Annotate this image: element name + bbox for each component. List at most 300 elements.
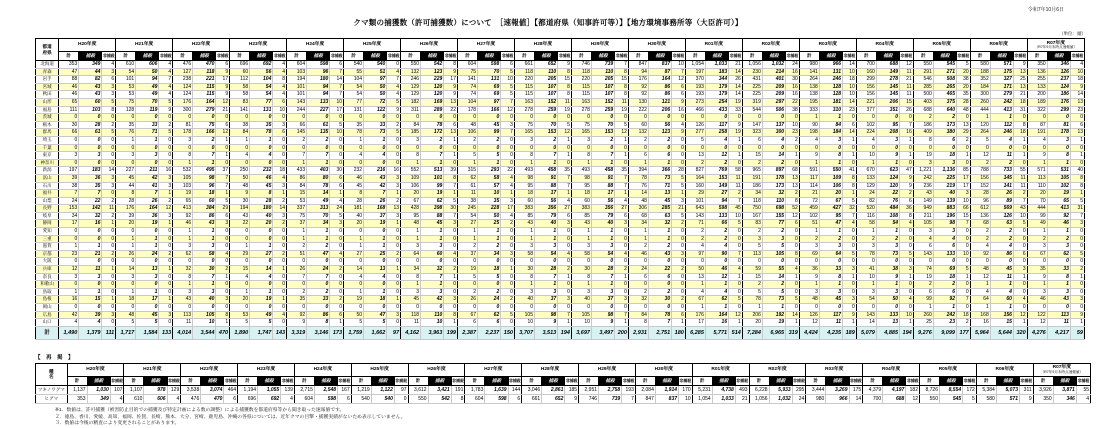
cell-killed: 166: [193, 129, 216, 137]
cell-total: 8,726: [920, 385, 940, 394]
cell-total: 232: [344, 167, 364, 175]
cell-killed: 1: [478, 235, 501, 243]
cell-killed: 19: [250, 296, 273, 304]
cell-total: 1: [685, 304, 705, 312]
cell-killed: 164: [648, 76, 671, 84]
cell-killed: 5: [478, 152, 501, 160]
cell-total: 105: [913, 220, 933, 228]
cell-nonkilled: 6: [508, 394, 522, 403]
cell-nonkilled: 1: [729, 319, 743, 327]
subheader-total: 計: [863, 376, 883, 385]
cell-killed: 0: [990, 258, 1013, 266]
cell-total: 46: [173, 220, 193, 228]
cell-nonkilled: 2: [672, 266, 686, 274]
cell-total: 0: [230, 304, 250, 312]
cell-nonkilled: 0: [615, 228, 629, 236]
cell-killed: 310: [819, 106, 842, 114]
table-row: [36, 243, 1085, 251]
row-label: 山口: [36, 319, 59, 327]
cell-total: 1: [856, 281, 876, 289]
cell-nonkilled: 4: [159, 68, 173, 76]
cell-killed: 0: [79, 281, 102, 289]
cell-killed: 0: [535, 144, 558, 152]
cell-killed: 4: [990, 136, 1013, 144]
table-row: [36, 220, 1085, 228]
cell-nonkilled: 23: [843, 106, 857, 114]
cell-total: 101: [685, 197, 705, 205]
cell-killed: 0: [193, 304, 216, 312]
cell-killed: 1: [591, 235, 614, 243]
cell-nonkilled: 1: [330, 190, 344, 198]
cell-nonkilled: 0: [387, 228, 401, 236]
cell-killed: 4,885: [876, 326, 899, 339]
cell-nonkilled: 12: [906, 394, 920, 403]
cell-nonkilled: 0: [444, 144, 458, 152]
subheader-total: 計: [116, 52, 136, 61]
cell-killed: 60: [79, 98, 102, 106]
cell-killed: 149: [705, 182, 728, 190]
cell-total: 186: [913, 121, 933, 129]
cell-killed: 19: [1047, 190, 1070, 198]
cell-total: 211: [913, 212, 933, 220]
cell-killed: 73: [364, 129, 387, 137]
cell-killed: 380: [933, 129, 956, 137]
table-row: [36, 167, 1085, 175]
cell-killed: 237: [1047, 76, 1070, 84]
cell-total: 1: [457, 228, 477, 236]
cell-nonkilled: 0: [444, 243, 458, 251]
cell-total: 104: [344, 76, 364, 84]
cell-total: 0: [571, 304, 591, 312]
cell-total: 260: [913, 311, 933, 319]
year-header: R02年度: [749, 363, 806, 376]
cell-killed: 0: [705, 258, 728, 266]
cell-nonkilled: 4: [1076, 394, 1090, 403]
cell-total: 3: [1027, 288, 1047, 296]
cell-total: 409: [913, 129, 933, 137]
cell-killed: 0: [364, 228, 387, 236]
cell-nonkilled: 0: [558, 228, 572, 236]
cell-total: 1,056: [749, 394, 769, 403]
cell-killed: 20: [819, 190, 842, 198]
cell-killed: 49: [136, 83, 159, 91]
cell-total: 16: [59, 296, 79, 304]
cell-total: 4: [230, 273, 250, 281]
cell-nonkilled: 9: [1019, 394, 1033, 403]
cell-total: 1,717: [116, 326, 136, 339]
year-header: H26年度: [401, 39, 458, 52]
row-label: 広島: [36, 311, 59, 319]
cell-total: 1,759: [344, 326, 364, 339]
cell-killed: 196: [933, 212, 956, 220]
cell-killed: 33: [307, 296, 330, 304]
cell-total: 319: [742, 98, 762, 106]
cell-killed: 0: [933, 144, 956, 152]
cell-nonkilled: 0: [900, 288, 914, 296]
cell-total: 86: [287, 174, 307, 182]
cell-total: 2: [628, 136, 648, 144]
cell-killed: 1: [591, 281, 614, 289]
cell-killed: 349: [79, 61, 102, 69]
cell-killed: 598: [307, 61, 330, 69]
cell-total: 41: [856, 266, 876, 274]
cell-nonkilled: 0: [1013, 258, 1027, 266]
cell-total: 1: [173, 235, 193, 243]
cell-total: 3: [1027, 243, 1047, 251]
cell-killed: 206: [876, 98, 899, 106]
cell-nonkilled: 41: [843, 167, 857, 175]
subheader-nonkilled: 非捕殺: [451, 376, 465, 385]
cell-total: 165: [571, 129, 591, 137]
cell-total: 16: [970, 319, 990, 327]
cell-killed: 1: [876, 159, 899, 167]
cell-nonkilled: 6: [273, 98, 287, 106]
cell-nonkilled: 3: [501, 197, 515, 205]
cell-total: 1,783: [465, 385, 485, 394]
cell-nonkilled: 0: [672, 152, 686, 160]
cell-nonkilled: 7: [615, 174, 629, 182]
cell-total: 51: [799, 220, 819, 228]
cell-killed: 0: [421, 304, 444, 312]
cell-total: 5: [970, 136, 990, 144]
cell-nonkilled: 7: [387, 76, 401, 84]
cell-killed: 470: [193, 61, 216, 69]
cell-nonkilled: 2: [159, 250, 173, 258]
cell-nonkilled: 3: [330, 220, 344, 228]
cell-total: 141: [230, 106, 250, 114]
cell-killed: 606: [136, 61, 159, 69]
cell-nonkilled: 0: [501, 159, 515, 167]
cell-nonkilled: 3: [159, 311, 173, 319]
cell-killed: 137: [762, 121, 785, 129]
cell-killed: 4: [364, 273, 387, 281]
cell-nonkilled: 1: [615, 136, 629, 144]
cell-total: 3: [514, 136, 534, 144]
cell-total: 4: [685, 243, 705, 251]
cell-total: 160: [856, 68, 876, 76]
cell-nonkilled: 8: [786, 197, 800, 205]
cell-total: 129: [401, 83, 421, 91]
cell-nonkilled: 29: [956, 129, 970, 137]
cell-total: 26: [287, 266, 307, 274]
cell-nonkilled: 8: [558, 83, 572, 91]
cell-killed: 3: [193, 243, 216, 251]
subheader-total: 計: [522, 376, 542, 385]
cell-killed: 47: [364, 311, 387, 319]
cell-killed: 3: [421, 288, 444, 296]
year-header: H26年度: [408, 363, 465, 376]
cell-killed: 42: [364, 182, 387, 190]
cell-nonkilled: 15: [956, 212, 970, 220]
cell-total: 164: [685, 174, 705, 182]
cell-nonkilled: 5: [330, 212, 344, 220]
cell-nonkilled: 0: [102, 228, 116, 236]
cell-nonkilled: 19: [729, 98, 743, 106]
cell-nonkilled: 31: [1013, 106, 1027, 114]
cell-killed: 1: [990, 114, 1013, 122]
cell-total: 746: [579, 394, 599, 403]
cell-nonkilled: 31: [1070, 205, 1084, 213]
cell-total: 610: [124, 394, 144, 403]
cell-total: 48: [799, 296, 819, 304]
cell-killed: 259: [535, 106, 558, 114]
cell-killed: 149: [876, 68, 899, 76]
cell-killed: 433: [705, 106, 728, 114]
cell-killed: 54: [250, 83, 273, 91]
cell-killed: 105: [1047, 174, 1070, 182]
row-label: 宮城: [36, 83, 59, 91]
cell-total: 113: [1027, 174, 1047, 182]
cell-nonkilled: 13: [387, 205, 401, 213]
cell-killed: 45: [478, 121, 501, 129]
cell-killed: 1: [648, 228, 671, 236]
cell-killed: 0: [648, 304, 671, 312]
table-row: [36, 296, 1085, 304]
cell-killed: 78: [250, 129, 273, 137]
cell-nonkilled: 5: [729, 220, 743, 228]
cell-nonkilled: 7: [330, 83, 344, 91]
cell-total: 3,612: [408, 385, 428, 394]
cell-killed: 43: [79, 91, 102, 99]
cell-total: 0: [913, 258, 933, 266]
cell-nonkilled: 0: [444, 228, 458, 236]
year-header: H30年度: [635, 363, 692, 376]
cell-total: 1: [59, 288, 79, 296]
cell-total: 0: [116, 114, 136, 122]
cell-nonkilled: 5: [501, 68, 515, 76]
cell-killed: 1: [705, 304, 728, 312]
cell-killed: 5: [136, 319, 159, 327]
cell-nonkilled: 47: [900, 167, 914, 175]
year-header: H22年度: [173, 39, 230, 52]
cell-nonkilled: 3: [1013, 266, 1027, 274]
cell-killed: 142: [79, 205, 102, 213]
cell-nonkilled: 10: [1013, 212, 1027, 220]
cell-total: 4,276: [1027, 326, 1047, 339]
cell-total: 92: [970, 250, 990, 258]
cell-total: 105: [571, 311, 591, 319]
subheader-killed: 捕殺: [762, 52, 785, 61]
cell-nonkilled: 9: [1070, 83, 1084, 91]
cell-total: 1: [571, 159, 591, 167]
cell-killed: 14: [762, 152, 785, 160]
cell-total: 72: [799, 197, 819, 205]
subheader-nonkilled: 非捕殺: [849, 376, 863, 385]
cell-total: 48: [970, 266, 990, 274]
year-header: R05年度: [920, 363, 977, 376]
cell-killed: 3: [819, 288, 842, 296]
table-row: [36, 136, 1085, 144]
cell-killed: 54: [591, 250, 614, 258]
subheader-nonkilled: 非捕殺: [735, 376, 749, 385]
cell-total: 2,931: [628, 326, 648, 339]
cell-nonkilled: 0: [159, 273, 173, 281]
cell-total: 0: [1027, 304, 1047, 312]
cell-total: 0: [344, 144, 364, 152]
cell-killed: 73: [876, 250, 899, 258]
cell-killed: 26: [136, 197, 159, 205]
subheader-nonkilled: 非捕殺: [1070, 52, 1084, 61]
cell-total: 2: [970, 235, 990, 243]
cell-total: 242: [913, 174, 933, 182]
cell-nonkilled: 0: [159, 136, 173, 144]
cell-total: 0: [344, 228, 364, 236]
cell-total: 160: [685, 182, 705, 190]
cell-total: 59: [742, 266, 762, 274]
cell-total: 7,284: [742, 326, 762, 339]
cell-nonkilled: 9: [565, 394, 579, 403]
cell-killed: 254: [705, 98, 728, 106]
cell-killed: 0: [876, 114, 899, 122]
cell-nonkilled: 6: [330, 174, 344, 182]
cell-nonkilled: 4: [615, 250, 629, 258]
cell-total: 1: [799, 159, 819, 167]
cell-killed: 35: [250, 121, 273, 129]
cell-killed: 176: [1047, 98, 1070, 106]
cell-total: 35: [287, 296, 307, 304]
cell-killed: 184: [819, 129, 842, 137]
cell-killed: 109: [819, 174, 842, 182]
cell-nonkilled: 5: [672, 174, 686, 182]
cell-killed: 1,747: [250, 326, 273, 339]
cell-total: 847: [628, 61, 648, 69]
cell-killed: 0: [193, 144, 216, 152]
cell-killed: 79: [591, 212, 614, 220]
cell-killed: 356: [591, 205, 614, 213]
cell-total: 163: [571, 98, 591, 106]
cell-nonkilled: 0: [615, 243, 629, 251]
cell-killed: 351: [876, 106, 899, 114]
cell-total: 403: [913, 98, 933, 106]
cell-killed: 45: [648, 197, 671, 205]
cell-total: 2: [742, 281, 762, 289]
cell-total: 186: [742, 182, 762, 190]
cell-killed: 70: [136, 98, 159, 106]
cell-nonkilled: 0: [672, 159, 686, 167]
cell-total: 40: [514, 296, 534, 304]
cell-total: 2: [856, 235, 876, 243]
cell-nonkilled: 1: [786, 319, 800, 327]
cell-killed: 606: [144, 394, 167, 403]
cell-killed: 278: [876, 76, 899, 84]
cell-nonkilled: 0: [615, 281, 629, 289]
cell-killed: 20: [250, 220, 273, 228]
cell-killed: 72: [364, 98, 387, 106]
cell-total: 222: [628, 106, 648, 114]
subheader-nonkilled: 非捕殺: [394, 376, 408, 385]
cell-total: 0: [514, 258, 534, 266]
cell-total: 30: [571, 266, 591, 274]
cell-total: 84: [230, 129, 250, 137]
cell-killed: 14: [762, 273, 785, 281]
cell-killed: 1,584: [136, 326, 159, 339]
cell-nonkilled: 1: [843, 152, 857, 160]
row-label: 静岡: [36, 220, 59, 228]
subheader-nonkilled: 非捕殺: [672, 52, 686, 61]
cell-total: 12: [970, 273, 990, 281]
cell-killed: 87: [648, 68, 671, 76]
cell-total: 1: [970, 281, 990, 289]
cell-nonkilled: 4: [843, 220, 857, 228]
cell-killed: 39: [79, 311, 102, 319]
cell-nonkilled: 0: [501, 288, 515, 296]
cell-total: 8: [173, 152, 193, 160]
cell-killed: 0: [1047, 114, 1070, 122]
cell-nonkilled: 0: [558, 288, 572, 296]
cell-killed: 506: [762, 106, 785, 114]
cell-killed: 5,771: [705, 326, 728, 339]
cell-nonkilled: 1: [444, 136, 458, 144]
cell-killed: 458: [535, 167, 558, 175]
cell-nonkilled: 27: [558, 205, 572, 213]
cell-total: 9: [799, 152, 819, 160]
cell-killed: 495: [193, 167, 216, 175]
cell-killed: 84: [819, 121, 842, 129]
cell-killed: 2: [478, 136, 501, 144]
cell-killed: 178: [762, 174, 785, 182]
cell-nonkilled: 1: [444, 319, 458, 327]
cell-killed: 7: [591, 273, 614, 281]
cell-total: 1,137: [67, 385, 87, 394]
cell-killed: 98: [193, 174, 216, 182]
cell-nonkilled: 1: [102, 296, 116, 304]
cell-killed: 45: [136, 311, 159, 319]
cell-killed: 43: [364, 174, 387, 182]
cell-killed: 50: [364, 91, 387, 99]
cell-total: 12: [799, 319, 819, 327]
cell-killed: 2: [705, 159, 728, 167]
cell-nonkilled: 0: [729, 228, 743, 236]
cell-total: 604: [287, 61, 307, 69]
cell-killed: 128: [819, 91, 842, 99]
cell-nonkilled: 0: [843, 281, 857, 289]
cell-killed: 0: [250, 258, 273, 266]
cell-nonkilled: 0: [330, 304, 344, 312]
cell-total: 220: [514, 76, 534, 84]
cell-killed: 1: [535, 228, 558, 236]
cell-killed: 17: [136, 296, 159, 304]
cell-total: 115: [571, 83, 591, 91]
cell-killed: 14: [250, 266, 273, 274]
cell-killed: 110: [591, 68, 614, 76]
cell-total: 54: [344, 83, 364, 91]
cell-nonkilled: 12: [159, 205, 173, 213]
cell-killed: 1: [136, 243, 159, 251]
cell-nonkilled: 129: [167, 385, 181, 394]
cell-nonkilled: 0: [102, 319, 116, 327]
subheader-nonkilled: 非捕殺: [273, 52, 287, 61]
cell-total: 83: [742, 220, 762, 228]
cell-total: 580: [976, 394, 996, 403]
cell-killed: 1,379: [79, 326, 102, 339]
cell-total: 3: [571, 288, 591, 296]
cell-killed: 1: [193, 281, 216, 289]
cell-nonkilled: 8: [615, 68, 629, 76]
cell-nonkilled: 1: [558, 190, 572, 198]
cell-nonkilled: 16: [900, 129, 914, 137]
cell-nonkilled: 5: [159, 129, 173, 137]
cell-total: 7: [59, 190, 79, 198]
cell-killed: 153: [591, 129, 614, 137]
cell-killed: 70: [535, 121, 558, 129]
cell-total: 0: [742, 144, 762, 152]
cell-killed: 50: [364, 83, 387, 91]
cell-killed: 4: [250, 273, 273, 281]
cell-nonkilled: 6: [672, 83, 686, 91]
cell-killed: 179: [705, 83, 728, 91]
cell-killed: 3,269: [826, 385, 849, 394]
row-label: 山形: [36, 98, 59, 106]
